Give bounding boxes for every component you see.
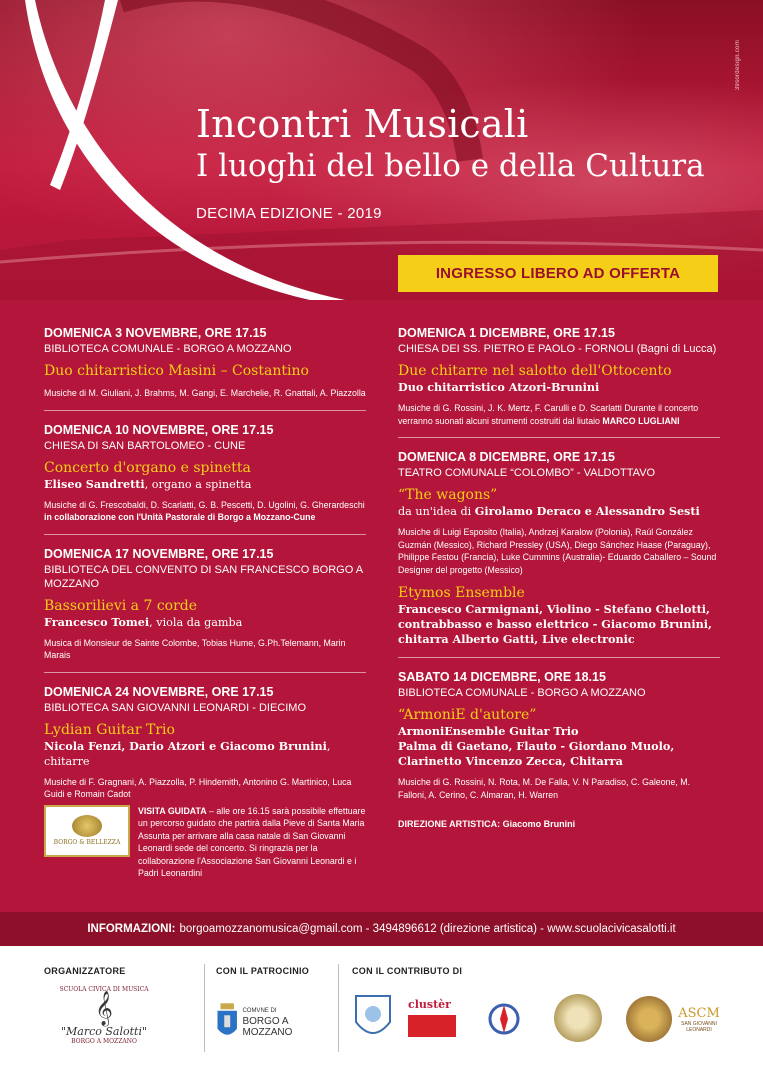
cluster-text: clustèr (408, 998, 451, 1011)
ingresso-badge: INGRESSO LIBERO AD OFFERTA (398, 255, 718, 292)
logo-top-text: SCUOLA CIVICA DI MUSICA (59, 986, 149, 993)
event-performers (398, 724, 720, 739)
divider (204, 964, 205, 1052)
guided-visit-body: – alle ore 16.15 sarà possibile effettuare un percorso guidato che partirà dalla Pieve di Santa Maria Assunta per arrivare alla casa natale di San Giovanni Leonardi sede del concerto. Si ringrazia per la collaborazione l'Associazione San Giovanni Leonardi e i Padri Leonardini (138, 805, 366, 878)
designer-credit: 39sordesign.com (735, 40, 741, 91)
organizzatore-label: ORGANIZZATORE (44, 966, 126, 976)
event-place: CHIESA DEI SS. PIETRO E PAOLO - FORNOLI (Bagni di Lucca) (398, 343, 717, 355)
performer-role: , viola da gamba (149, 615, 243, 629)
event-place: CHIESA DI SAN BARTOLOMEO - CUNE (44, 439, 246, 452)
patrocinio-label: CON IL PATROCINIO (216, 966, 310, 976)
comune-name: BORGO A MOZZANO (242, 1016, 293, 1038)
ascm-text (676, 1006, 722, 1033)
event-card (44, 325, 366, 410)
performer-name: ArmoniEnsemble Guitar Trio (398, 724, 579, 738)
artistic-direction: DIREZIONE ARTISTICA: Giacomo Brunini (398, 819, 576, 829)
event-performers (44, 615, 366, 630)
event-title: Due chitarre nel salotto dell'Ottocento (398, 363, 672, 379)
notes-highlight: MARCO LUGLIANI (602, 415, 680, 426)
guided-visit-text (138, 805, 366, 880)
borgo-bellezza-logo (44, 805, 130, 857)
event-title: “The wagons” (398, 487, 498, 503)
comune-logo (216, 992, 316, 1052)
notes-text: Musiche di G. Frescobaldi, D. Scarlatti, G. B. Pescetti, D. Ugolini, G. Gherardeschi (44, 499, 365, 510)
guided-visit (44, 805, 366, 880)
event-date: DOMENICA 8 DICEMBRE, ORE 17.15 (398, 450, 615, 464)
event-title: Bassorilievi a 7 corde (44, 597, 198, 614)
page-subtitle: I luoghi del bello e della Cultura (196, 148, 705, 184)
performer-name: Eliseo Sandretti (44, 476, 145, 491)
logo-bottom-text: BORGO A MOZZANO (71, 1038, 137, 1045)
info-contacts[interactable]: borgoamozzanomusica@gmail.com - 3494896612 (direzione artistica) - www.scuolacivicasalotti.it (179, 923, 676, 935)
event-card (44, 672, 366, 890)
event-notes (398, 402, 720, 427)
event-notes: Musiche di M. Giuliani, J. Brahms, M. Gangi, E. Marchelie, R. Gnattali, A. Piazzolla (44, 388, 366, 398)
event-date: DOMENICA 1 DICEMBRE, ORE 17.15 (398, 326, 615, 340)
event-place: BIBLIOTECA DEL CONVENTO DI SAN FRANCESCO BORGO A MOZZANO (44, 563, 363, 590)
logo-name: "Marco Salotti" (60, 1025, 148, 1038)
info-label: INFORMAZIONI: (87, 923, 176, 935)
event-notes: Musica di Monsieur de Sainte Colombe, Tobias Hume, G.Ph.Telemann, Marin Marais (44, 637, 346, 660)
event-notes (44, 499, 366, 524)
notes-text: Musiche di G. Rossini, J. K. Mertz, F. Carulli e D. Scarlatti Durante il concerto verranno suonati alcuni strumenti costruiti dal liutaio (398, 403, 699, 426)
borgo-bellezza-label: BORGO & BELLEZZA (53, 839, 121, 846)
hero-banner (0, 0, 763, 300)
page-title: Incontri Musicali (196, 102, 529, 146)
comune-small: COMVNE DI (242, 1008, 277, 1014)
performer-role: , chitarre (44, 739, 331, 768)
comune-text (242, 1006, 316, 1038)
contributo-label: CON IL CONTRIBUTO DI (352, 966, 463, 976)
event-card (398, 657, 720, 839)
ribbon-logo (478, 994, 530, 1044)
performer-name: Francesco Tomei (44, 614, 150, 629)
treble-clef-icon: 𝄞 (95, 991, 113, 1026)
event-title: Duo chitarristico Masini – Costantino (44, 363, 309, 379)
event-notes: Musiche di Luigi Esposito (Italia), Andrzej Karalow (Polonia), Raúl González Guzmán (Messico), Richard Pressley (USA), Diego Sánchez Haase (Paraguay), Philippe Festou (Francia), Luke Cummins (Australia)- Eduardo Caballero – Sound Designer del progetto (Messico) (398, 527, 717, 575)
event-card (398, 437, 720, 657)
saint-portrait-icon (626, 996, 672, 1042)
edition-label: DECIMA EDIZIONE - 2019 (196, 205, 382, 222)
event-card (44, 410, 366, 534)
event-title: Concerto d'organo e spinetta (44, 459, 251, 476)
event-date: DOMENICA 24 NOVEMBRE, ORE 17.15 (44, 684, 274, 699)
cluster-logo (408, 998, 458, 1044)
event-notes: Musiche di G. Rossini, N. Rota, M. De Falla, V. N Paradiso, C. Galeone, M. Falloni, A. Cerino, C. Almaran, H. Warren (398, 777, 691, 800)
event-notes: Musiche di F. Gragnani, A. Piazzolla, P. Hindemith, Antonino G. Martinico, Luca Guidi e Romain Cadot (44, 776, 352, 799)
ascm-logo (626, 994, 726, 1044)
scuola-civica-logo (44, 986, 164, 1066)
ascm-sub: SAN GIOVANNI LEONARDI (681, 1020, 717, 1033)
performer-name: Girolamo Deraco e Alessandro Sesti (474, 504, 700, 518)
event-place: BIBLIOTECA COMUNALE - BORGO A MOZZANO (398, 687, 646, 699)
event-place: BIBLIOTECA COMUNALE - BORGO A MOZZANO (44, 343, 292, 355)
event-performers (398, 504, 720, 519)
cluster-block (408, 1015, 456, 1037)
event-performers (44, 477, 366, 492)
ascm-name: ASCM (678, 1005, 720, 1021)
event-title: Lydian Guitar Trio (44, 721, 175, 738)
notes-highlight: in collaborazione con l'Unità Pastorale di Borgo a Mozzano-Cune (44, 512, 316, 522)
event-place: BIBLIOTECA SAN GIOVANNI LEONARDI - DIECIMO (44, 701, 307, 714)
guided-visit-label: VISITA GUIDATA (138, 805, 207, 816)
event-date: SABATO 14 DICEMBRE, ORE 18.15 (398, 670, 606, 684)
parish-crest-logo (352, 992, 394, 1044)
performer-intro: da un'idea di (398, 505, 475, 518)
sponsors-footer (0, 946, 763, 1080)
event-title: “ArmoniE d'autore” (398, 707, 537, 723)
divider (338, 964, 339, 1052)
event-date: DOMENICA 17 NOVEMBRE, ORE 17.15 (44, 546, 274, 561)
building-seal-logo (554, 994, 602, 1042)
performer-name: Nicola Fenzi, Dario Atzori e Giacomo Brunini (44, 738, 327, 753)
event-card (44, 534, 366, 672)
event-performers-list: Palma di Gaetano, Flauto - Giordano Muolo, Clarinetto Vincenzo Zecca, Chitarra (398, 739, 675, 768)
performer-role: , organo a spinetta (144, 477, 252, 491)
seal-icon (72, 815, 102, 837)
performer-name: Duo chitarristico Atzori-Brunini (398, 380, 600, 394)
events-right-column (398, 325, 720, 839)
event-performers-secondary: Francesco Carmignani, Violino - Stefano Chelotti, contrabbasso e basso elettrico - Giacomo Brunini, chitarra Alberto Gatti, Live electronic (398, 602, 712, 646)
event-card (398, 325, 720, 437)
event-date: DOMENICA 3 NOVEMBRE, ORE 17.15 (44, 326, 267, 340)
events-left-column (44, 325, 366, 890)
event-date: DOMENICA 10 NOVEMBRE, ORE 17.15 (44, 422, 274, 437)
event-performers (398, 380, 720, 395)
event-title-secondary: Etymos Ensemble (398, 585, 525, 601)
coat-of-arms-icon (216, 997, 238, 1047)
info-bar (0, 912, 763, 946)
event-place: TEATRO COMUNALE “COLOMBO” - VALDOTTAVO (398, 467, 656, 479)
event-performers (44, 739, 366, 769)
